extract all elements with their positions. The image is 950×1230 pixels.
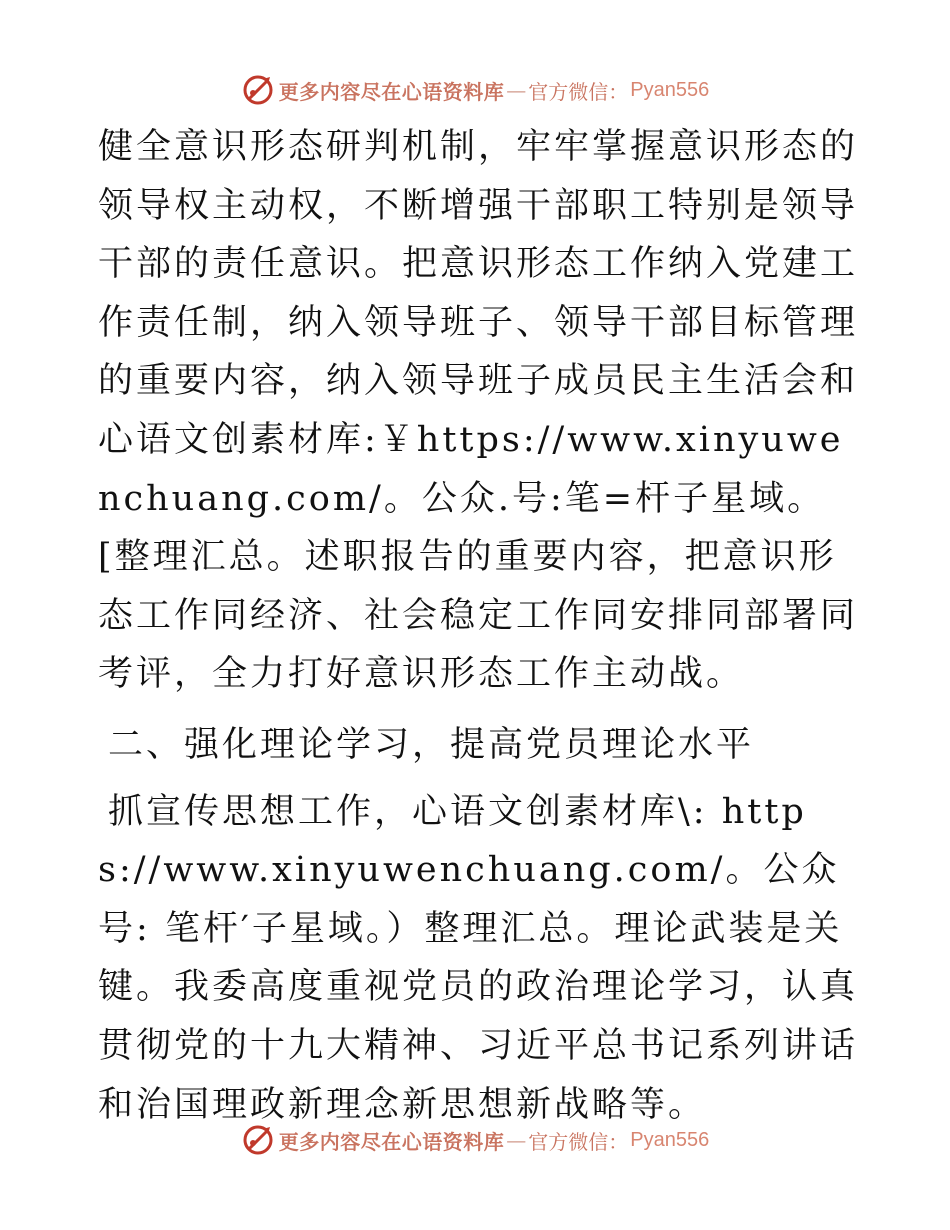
section-heading-2: 二、强化理论学习，提高党员理论水平 [108,724,755,765]
header-banner [0,70,950,110]
footer-handle: Pyan556 [630,1128,710,1151]
paragraph-2: 抓宣传思想工作，心语文创素材库\: https://www.xinyuwenchuang.com/。公众号: 笔杆′子星域。）整理汇总。理论武装是关键。我委高度重视党员的政治理论学习，认真贯彻党的十九大精神、习近平总书记系列讲话和治国理政新理念新思想新战略等。 [98,791,859,1125]
paragraph-1: 健全意识形态研判机制，牢牢掌握意识形态的领导权主动权，不断增强干部职工特别是领导干部的责任意识。把意识形态工作纳入党建工作责任制，纳入领导班子、领导干部目标管理的重要内容，纳入领导班子成员民主生活会和心语文创素材库:￥https://www.xinyuwenchuang.com/。公众.号:笔=杆子星域。[整理汇总。述职报告的重要内容，把意识形态工作同经济、社会稳定工作同安排同部署同考评，全力打好意识形态工作主动战。 [98,127,859,695]
brand-logo-icon [241,73,275,107]
header-text: 更多内容尽在心语资料库 [278,79,505,104]
header-label: 官方微信： [528,79,629,104]
footer-banner [0,1120,950,1160]
footer-text: 更多内容尽在心语资料库 [278,1129,505,1154]
footer-separator: — [506,1128,527,1152]
header-handle: Pyan556 [630,78,710,101]
brand-logo-icon [241,1123,275,1157]
document-body [98,118,858,1134]
header-separator: — [506,78,527,102]
footer-label: 官方微信： [528,1129,629,1154]
